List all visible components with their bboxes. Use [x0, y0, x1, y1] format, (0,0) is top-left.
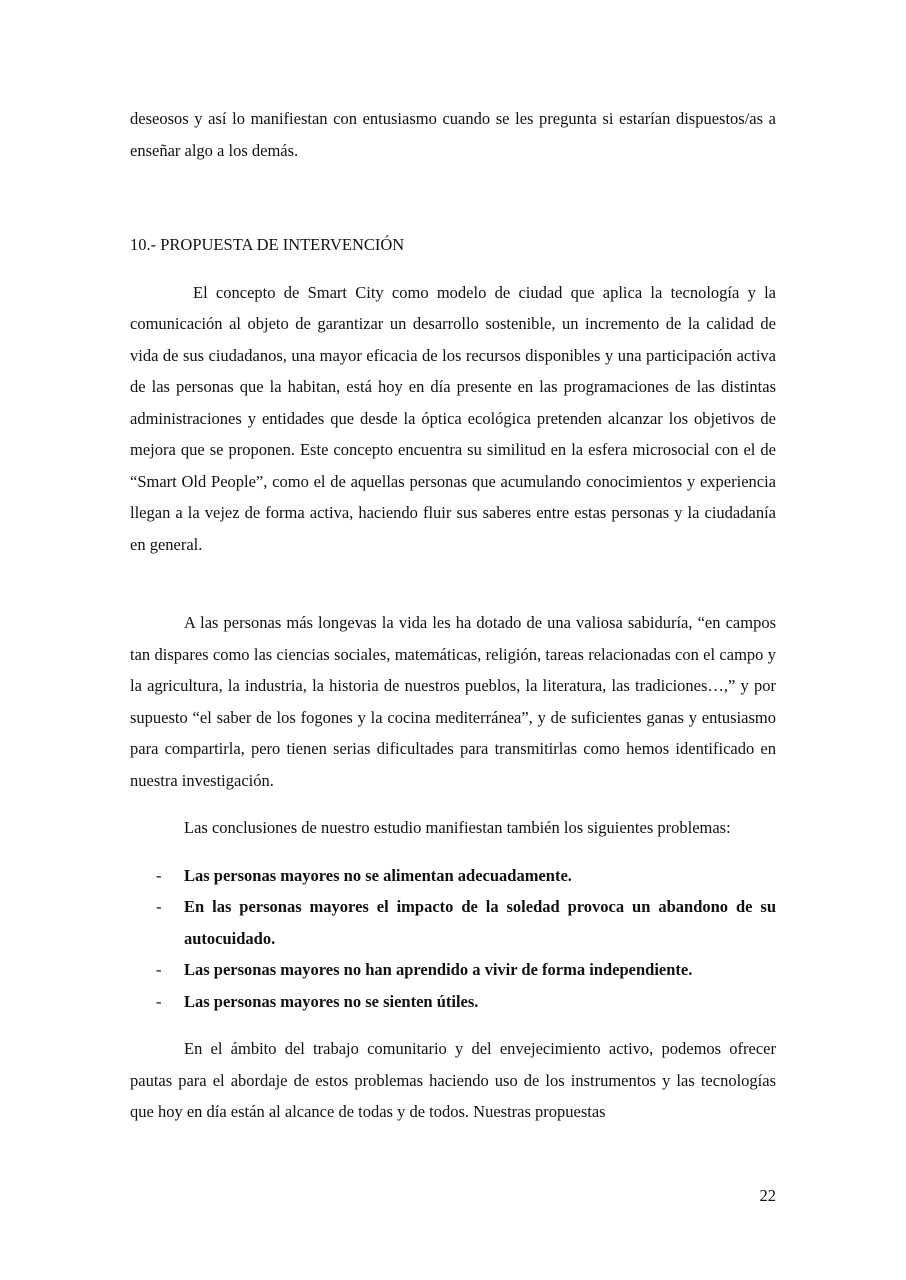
intro-paragraph: deseosos y así lo manifiestan con entusiasmo cuando se les pregunta si estarían dispuestos/as a enseñar algo a los demás.	[130, 109, 776, 160]
problems-list	[130, 860, 776, 1018]
page-number: 22	[759, 1186, 776, 1205]
section-heading: 10.- PROPUESTA DE INTERVENCIÓN	[130, 235, 405, 254]
page-body	[130, 103, 776, 1128]
paragraph-ambito: En el ámbito del trabajo comunitario y del envejecimiento activo, podemos ofrecer pautas para el abordaje de estos problemas haciendo uso de los instrumentos y las tecnologías que hoy en día están al alcance de todas y de todos. Nuestras propuestas	[130, 1039, 776, 1121]
paragraph-sabiduria: A las personas más longevas la vida les ha dotado de una valiosa sabiduría, “en campos tan dispares como las ciencias sociales, matemáticas, religión, tareas relacionadas con el campo y la agricultura, la industria, la historia de nuestros pueblos, la literatura, las tradiciones…,” y por supuesto “el saber de los fogones y la cocina mediterránea”, y de suficientes ganas y entusiasmo para compartirla, pero tienen serias dificultades para transmitirlas como hemos identificado en nuestra investigación.	[130, 613, 776, 790]
problem-text: En las personas mayores el impacto de la soledad provoca un abandono de su autocuidado.	[184, 897, 776, 948]
problem-text: Las personas mayores no se alimentan adecuadamente.	[184, 865, 572, 885]
list-item	[130, 986, 776, 1018]
paragraph-smart-city: El concepto de Smart City como modelo de ciudad que aplica la tecnología y la comunicación al objeto de garantizar un desarrollo sostenible, un incremento de la calidad de vida de sus ciudadanos, una mayor eficacia de los recursos disponibles y una participación activa de las personas que la habitan, está hoy en día presente en las programaciones de las distintas administraciones y entidades que desde la óptica ecológica pretenden alcanzar los objetivos de mejora que se proponen. Este concepto encuentra su similitud en la esfera microsocial con el de “Smart Old People”, como el de aquellas personas que acumulando conocimientos y experiencia llegan a la vejez de forma activa, haciendo fluir sus saberes entre estas personas y la ciudadanía en general.	[130, 282, 776, 554]
bullet-dash: -	[156, 960, 162, 979]
list-item	[130, 860, 776, 892]
paragraph-conclusiones: Las conclusiones de nuestro estudio manifiestan también los siguientes problemas:	[184, 818, 731, 837]
bullet-dash: -	[156, 865, 162, 885]
bullet-dash: -	[156, 991, 162, 1011]
bullet-dash: -	[156, 897, 162, 916]
list-item	[130, 891, 776, 954]
problem-text: Las personas mayores no se sienten útiles.	[184, 991, 479, 1011]
list-item	[130, 954, 776, 986]
problem-text: Las personas mayores no han aprendido a vivir de forma independiente.	[184, 960, 693, 979]
